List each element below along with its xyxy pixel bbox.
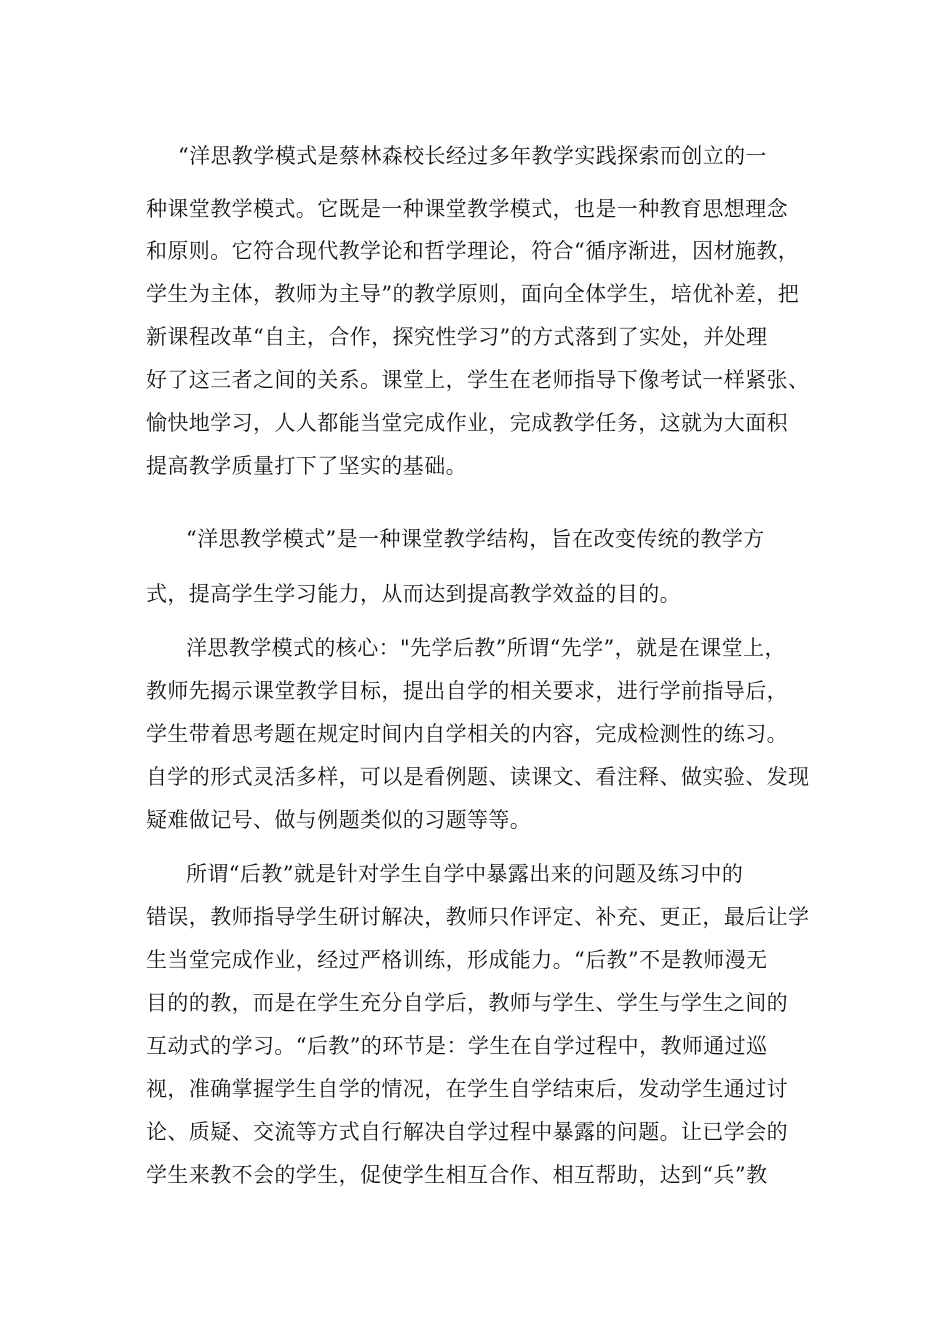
paragraph-1-line-8: 提高教学质量打下了坚实的基础。 bbox=[146, 454, 467, 478]
paragraph-4-line-4: 目的的教，而是在学生充分自学后，教师与学生、学生与学生之间的 bbox=[146, 991, 788, 1015]
paragraph-1-line-2: 种课堂教学模式。它既是一种课堂教学模式，也是一种教育思想理念 bbox=[146, 197, 788, 221]
paragraph-1-line-5: 新课程改革“自主，合作，探究性学习”的方式落到了实处，并处理 bbox=[146, 325, 768, 349]
paragraph-4-line-6: 视，准确掌握学生自学的情况，在学生自学结束后，发动学生通过讨 bbox=[146, 1077, 788, 1101]
paragraph-1-line-6: 好了这三者之间的关系。课堂上，学生在老师指导下像考试一样紧张、 bbox=[146, 368, 810, 392]
paragraph-4-line-1: 所谓“后教”就是针对学生自学中暴露出来的问题及练习中的 bbox=[186, 862, 744, 886]
paragraph-4-line-7: 论、质疑、交流等方式自行解决自学过程中暴露的问题。让已学会的 bbox=[146, 1120, 788, 1144]
paragraph-1-line-3: 和原则。它符合现代教学论和哲学理论，符合“循序渐进，因材施教， bbox=[146, 239, 800, 263]
paragraph-3-line-1: 洋思教学模式的核心："先学后教”所谓“先学”，就是在课堂上， bbox=[186, 636, 786, 660]
paragraph-3-line-3: 学生带着思考题在规定时间内自学相关的内容，完成检测性的练习。 bbox=[146, 722, 788, 746]
paragraph-3-line-5: 疑难做记号、做与例题类似的习题等等。 bbox=[146, 808, 532, 832]
paragraph-3-line-4: 自学的形式灵活多样，可以是看例题、读课文、看注释、做实验、发现 bbox=[146, 765, 810, 789]
paragraph-1-line-1: “洋思教学模式是蔡林森校长经过多年教学实践探索而创立的一 bbox=[178, 144, 767, 168]
paragraph-4-line-5: 互动式的学习。“后教”的环节是：学生在自学过程中，教师通过巡 bbox=[146, 1034, 768, 1058]
paragraph-1-line-4: 学生为主体，教师为主导”的教学原则，面向全体学生，培优补差，把 bbox=[146, 282, 800, 306]
paragraph-4-line-8: 学生来教不会的学生，促使学生相互合作、相互帮助，达到“兵”教 bbox=[146, 1163, 768, 1187]
paragraph-4-line-3: 生当堂完成作业，经过严格训练，形成能力。“后教”不是教师漫无 bbox=[146, 948, 768, 972]
paragraph-2-line-2: 式，提高学生学习能力，从而达到提高教学效益的目的。 bbox=[146, 582, 681, 606]
paragraph-3-line-2: 教师先揭示课堂教学目标，提出自学的相关要求，进行学前指导后， bbox=[146, 679, 788, 703]
paragraph-2-line-1: “洋思教学模式”是一种课堂教学结构，旨在改变传统的教学方 bbox=[186, 527, 765, 551]
paragraph-4-line-2: 错误，教师指导学生研讨解决，教师只作评定、补充、更正，最后让学 bbox=[146, 905, 810, 929]
paragraph-1-line-7: 愉快地学习，人人都能当堂完成作业，完成教学任务，这就为大面积 bbox=[146, 411, 788, 435]
